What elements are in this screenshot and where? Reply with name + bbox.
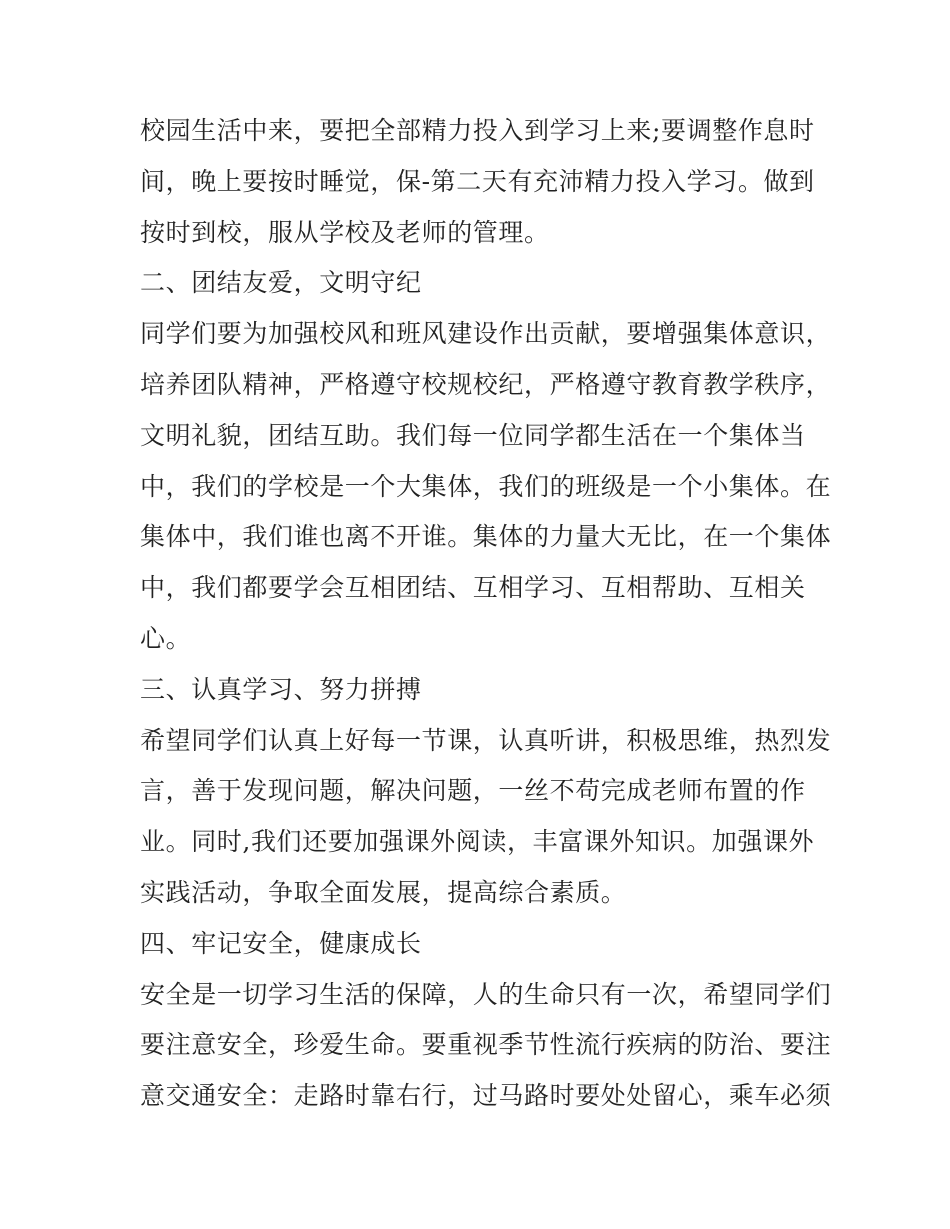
body-line: 集体中，我们谁也离不开谁。集体的力量大无比，在一个集体 <box>140 522 832 552</box>
body-line: 培养团队精神，严格遵守校规校纪，严格遵守教育教学秩序， <box>140 369 832 399</box>
body-line: 实践活动，争取全面发展，提高综合素质。 <box>140 877 627 907</box>
section-heading: 三、认真学习、努力拼搏 <box>140 674 422 704</box>
body-line: 意交通安全：走路时靠右行，过马路时要处处留心，乘车必须 <box>140 1081 832 1111</box>
body-line: 希望同学们认真上好每一节课，认真听讲，积极思维，热烈发 <box>140 725 832 755</box>
body-line: 中，我们都要学会互相团结、互相学习、互相帮助、互相关 <box>140 573 806 603</box>
body-line: 心。 <box>140 623 192 653</box>
body-line: 要注意安全，珍爱生命。要重视季节性流行疾病的防治、要注 <box>140 1030 832 1060</box>
body-line: 按时到校，服从学校及老师的管理。 <box>140 217 550 247</box>
body-line: 间，晚上要按时睡觉，保-第二天有充沛精力投入学习。做到 <box>140 166 815 196</box>
document-body <box>140 106 830 1122</box>
body-line: 言，善于发现问题，解决问题，一丝不苟完成老师布置的作 <box>140 776 806 806</box>
body-line: 同学们要为加强校风和班风建设作出贡献，要增强集体意识， <box>140 319 832 349</box>
section-heading: 四、牢记安全，健康成长 <box>140 928 422 958</box>
body-line: 安全是一切学习生活的保障，人的生命只有一次，希望同学们 <box>140 979 832 1009</box>
body-line: 中，我们的学校是一个大集体，我们的班级是一个小集体。在 <box>140 471 832 501</box>
body-line: 校园生活中来，要把全部精力投入到学习上来;要调整作息时 <box>140 116 815 145</box>
body-line: 文明礼貌，团结互助。我们每一位同学都生活在一个集体当 <box>140 420 806 450</box>
body-line: 业。同时,我们还要加强课外阅读，丰富课外知识。加强课外 <box>140 827 815 857</box>
section-heading: 二、团结友爱，文明守纪 <box>140 268 422 298</box>
